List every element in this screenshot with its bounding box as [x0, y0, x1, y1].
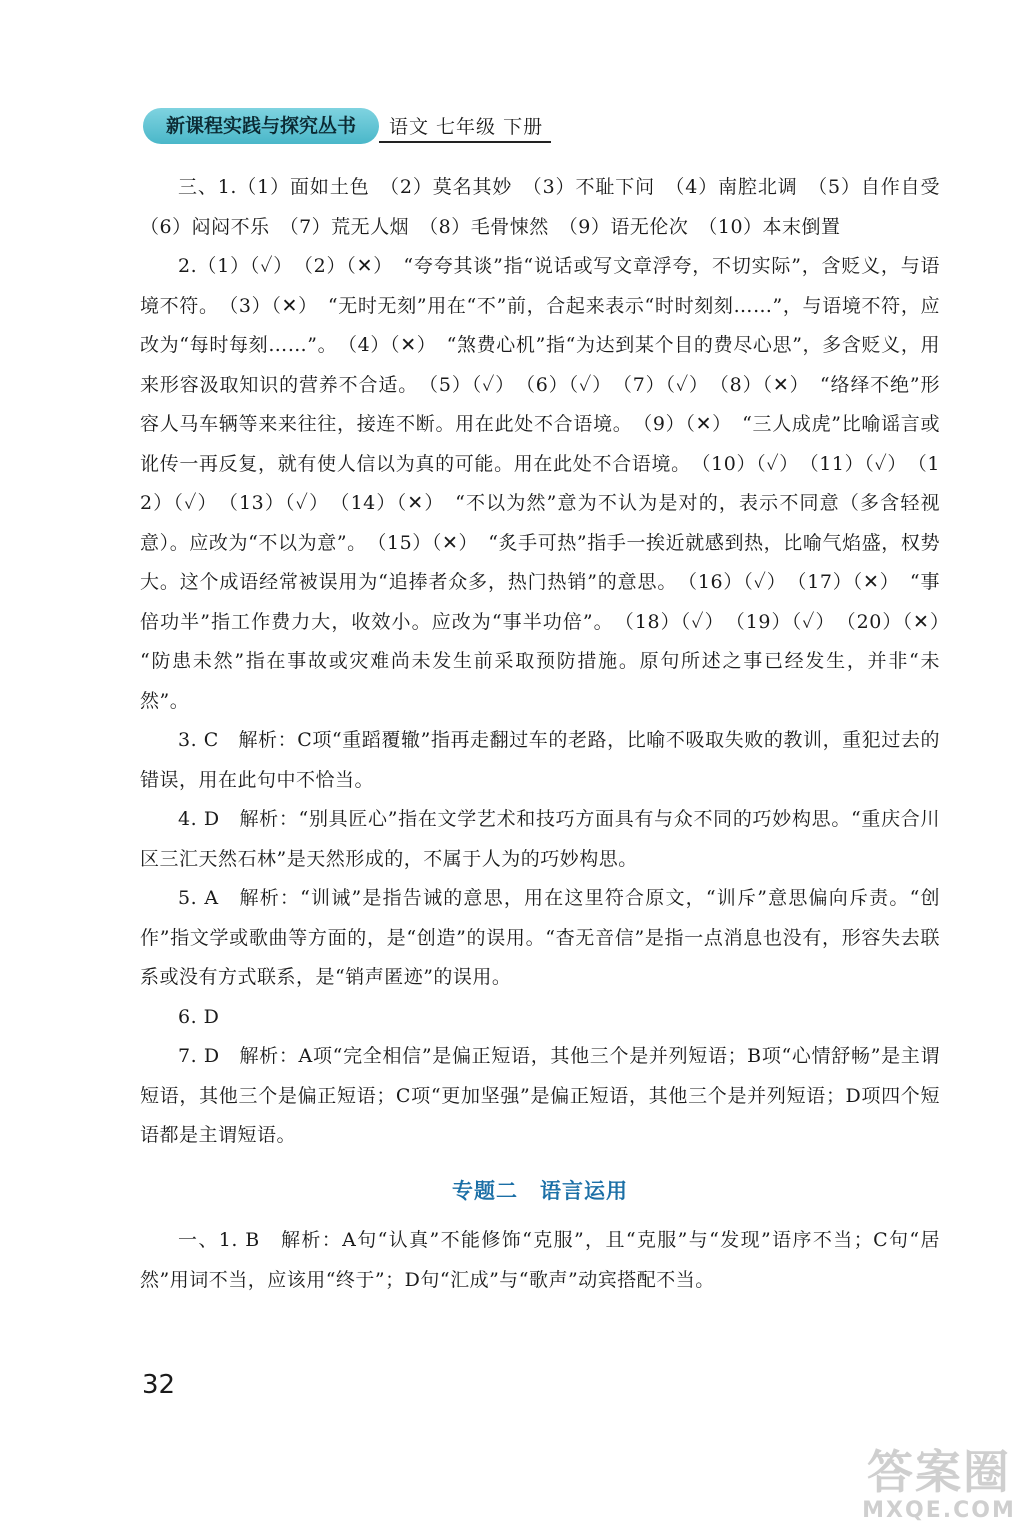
watermark: [854, 1446, 1024, 1526]
section-title: 专题二 语言运用: [452, 1178, 628, 1203]
page-header: [143, 108, 553, 144]
watermark-url: MXQE.COM: [862, 1498, 1016, 1523]
answer-paragraph: 三、1.（1）面如土色 （2）莫名其妙 （3）不耻下问 （4）南腔北调 （5）自作自受 （6）闷闷不乐 （7）荒无人烟 （8）毛骨悚然 （9）语无伦次 （10）本末倒置: [140, 176, 960, 238]
page-number: 32: [142, 1370, 176, 1400]
answer-paragraph: 7. D 解析：A项“完全相信”是偏正短语，其他三个是并列短语；B项“心情舒畅”是主谓短语，其他三个是偏正短语；C项“更加坚强”是偏正短语，其他三个是并列短语；D项四个短语都是主谓短语。: [140, 1045, 940, 1146]
book-info: 语文 七年级 下册: [389, 116, 544, 138]
watermark-logo-text: 答案圈: [867, 1445, 1011, 1499]
header-rule: [379, 141, 551, 143]
series-badge: 新课程实践与探究丛书: [143, 108, 379, 144]
answer-paragraph: 3. C 解析：C项“重蹈覆辙”指再走翻过车的老路，比喻不吸取失败的教训，重犯过去的错误，用在此句中不恰当。: [140, 729, 940, 791]
answer-content: [140, 168, 960, 1300]
answer-paragraph: 2.（1）（✓） （2）（✕） “夸夸其谈”指“说话或写文章浮夸，不切实际”，含贬义，与语境不符。 （3）（✕） “无时无刻”用在“不”前，合起来表示“时时刻刻……”，与语境不符，应改为“每时每刻……”。 （4）（✕） “煞费心机”指“为达到某个目的费尽心思”，多含贬义，用来形容汲取知识的营养不合适。 （5）（✓） （6）（✓） （7）（✓） （8）（✕） “络绎不绝”形容人马车辆等来来往往，接连不断。用在此处不合语境。 （9）（✕） “三人成虎”比喻谣言或讹传一再反复，就有使人信以为真的可能。用在此处不合语境。 （10）（✓） （11）（✓） （12）（✓） （13）（✓） （14）（✕） “不以为然”意为不认为是对的，表示不同意（多含轻视意）。应改为“不以为意”。 （15）（✕） “炙手可热”指手一挨近就感到热，比喻气焰盛，权势大。这个成语经常被误用为“追捧者众多，热门热销”的意思。 （16）（✓） （17）（✕） “事倍功半”指工作费力大，收效小。应改为“事半功倍”。 （18）（✓） （19）（✓） （20）（✕） “防患未然”指在事故或灾难尚未发生前采取预防措施。原句所述之事已经发生，并非“未然”。: [140, 255, 960, 712]
answer-paragraph: 5. A 解析：“训诫”是指告诫的意思，用在这里符合原文，“训斥”意思偏向斥责。“创作”指文学或歌曲等方面的，是“创造”的误用。“杳无音信”是指一点消息也没有，形容失去联系或没有方式联系，是“销声匿迹”的误用。: [140, 887, 940, 988]
answer-paragraph: 6. D: [178, 1005, 220, 1028]
answer-paragraph: 一、1. B 解析：A句“认真”不能修饰“克服”，且“克服”与“发现”语序不当；C句“居然”用词不当，应该用“终于”；D句“汇成”与“歌声”动宾搭配不当。: [140, 1229, 940, 1291]
answer-paragraph: 4. D 解析：“别具匠心”指在文学艺术和技巧方面具有与众不同的巧妙构思。“重庆合川区三汇天然石林”是天然形成的，不属于人为的巧妙构思。: [140, 808, 940, 870]
